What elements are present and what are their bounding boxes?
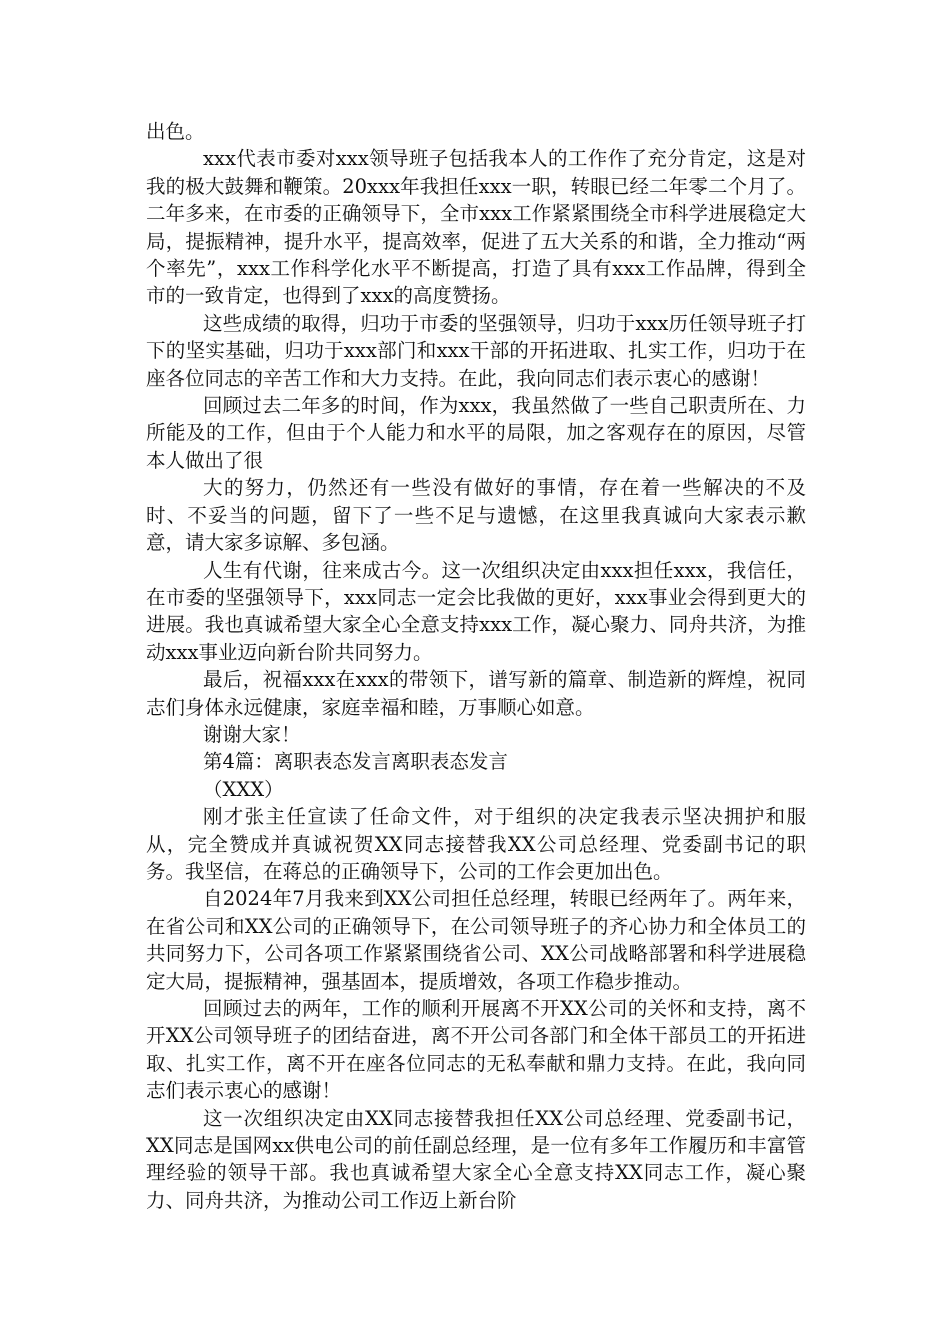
closing-thanks: 谢谢大家！ <box>203 722 301 746</box>
speaker-placeholder: （XXX） <box>203 777 284 801</box>
paragraph-7: 最后，祝福xxx在xxx的带领下，谱写新的篇章、制造新的辉煌，祝同志们身体永远健康，家庭幸福和睦，万事顺心如意。 <box>146 668 806 719</box>
paragraph-2: xxx代表市委对xxx领导班子包括我本人的工作作了充分肯定，这是对我的极大鼓舞和鞭策。20xxx年我担任xxx一职，转眼已经二年零二个月了。二年多来，在市委的正确领导下，全市xxx工作紧紧围绕全市科学进展稳定大局，提振精神，提升水平，提高效率，促进了五大关系的和谐，全力推动“两个率先”，xxx工作科学化水平不断提高，打造了具有xxx工作品牌，得到全市的一致肯定，也得到了xxx的高度赞扬。 <box>146 147 806 308</box>
document-body <box>146 118 806 1214</box>
section-heading: 第4篇：离职表态发言离职表态发言 <box>203 750 508 774</box>
paragraph-12: 自2024年7月我来到XX公司担任总经理，转眼已经两年了。两年来，在省公司和XX公司的正确领导下，在公司领导班子的齐心协力和全体员工的共同努力下，公司各项工作紧紧围绕省公司、XX公司战略部署和科学进展稳定大局，提振精神，强基固本，提质增效，各项工作稳步推动。 <box>146 887 806 993</box>
paragraph-11: 刚才张主任宣读了任命文件，对于组织的决定我表示坚决拥护和服从，完全赞成并真诚祝贺XX同志接替我XX公司总经理、党委副书记的职务。我坚信，在蒋总的正确领导下，公司的工作会更加出色。 <box>146 805 806 883</box>
paragraph-13: 回顾过去的两年，工作的顺利开展离不开XX公司的关怀和支持，离不开XX公司领导班子的团结奋进，离不开公司各部门和全体干部员工的开拓进取、扎实工作，离不开在座各位同志的无私奉献和鼎力支持。在此，我向同志们表示衷心的感谢！ <box>146 997 806 1103</box>
paragraph-5: 大的努力，仍然还有一些没有做好的事情，存在着一些解决的不及时、不妥当的问题，留下了一些不足与遗憾，在这里我真诚向大家表示歉意，请大家多谅解、多包涵。 <box>146 476 806 555</box>
paragraph-6: 人生有代谢，往来成古今。这一次组织决定由xxx担任xxx，我信任，在市委的坚强领导下，xxx同志一定会比我做的更好，xxx事业会得到更大的进展。我也真诚希望大家全心全意支持xxx工作，凝心聚力、同舟共济，为推动xxx事业迈向新台阶共同努力。 <box>146 558 806 664</box>
paragraph-3: 这些成绩的取得，归功于市委的坚强领导，归功于xxx历任领导班子打下的坚实基础，归功于xxx部门和xxx干部的开拓进取、扎实工作，归功于在座各位同志的辛苦工作和大力支持。在此，我向同志们表示衷心的感谢！ <box>146 311 806 390</box>
paragraph-4: 回顾过去二年多的时间，作为xxx，我虽然做了一些自己职责所在、力所能及的工作，但由于个人能力和水平的局限，加之客观存在的原因，尽管本人做出了很 <box>146 394 806 472</box>
paragraph-14: 这一次组织决定由XX同志接替我担任XX公司总经理、党委副书记，XX同志是国网xx供电公司的前任副总经理，是一位有多年工作履历和丰富管理经验的领导干部。我也真诚希望大家全心全意支持XX同志工作，凝心聚力、同舟共济，为推动公司工作迈上新台阶 <box>146 1106 806 1212</box>
paragraph-1: 出色。 <box>146 120 205 143</box>
